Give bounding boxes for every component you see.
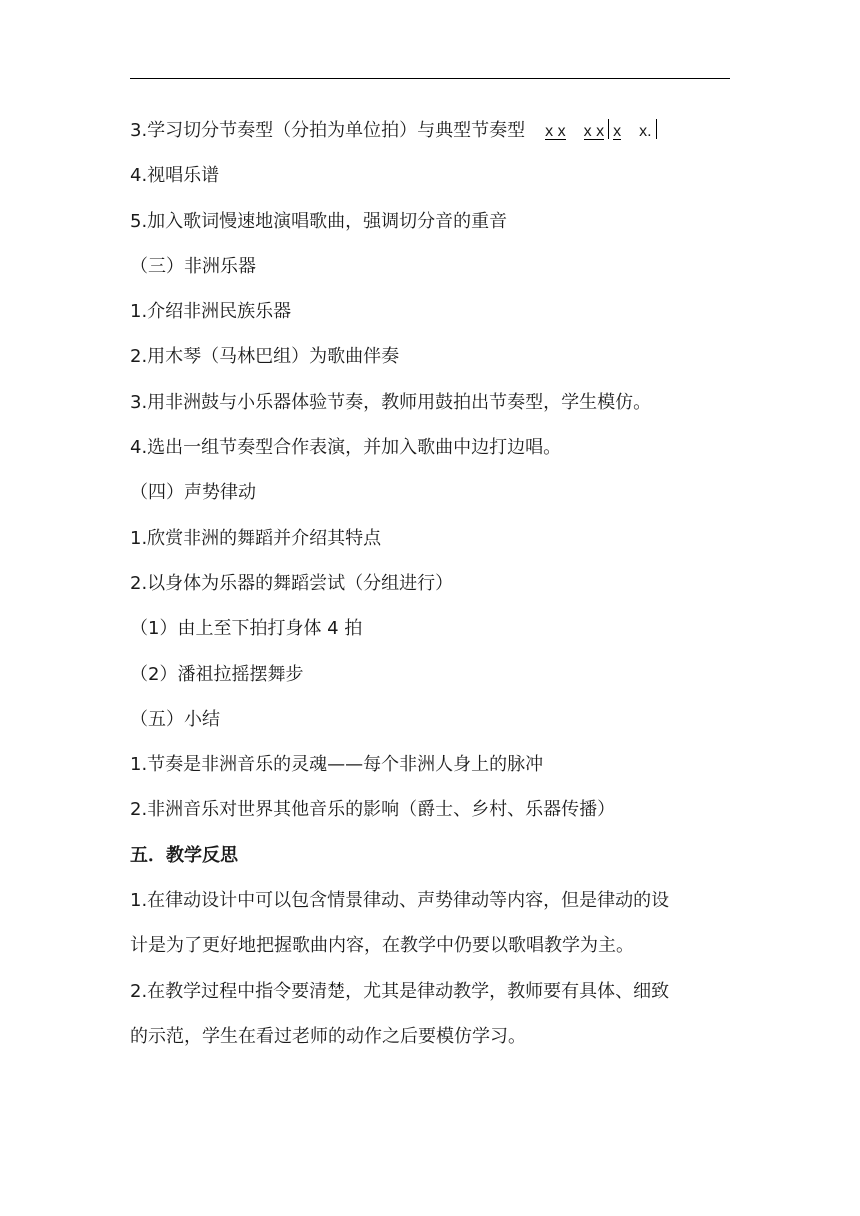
rhythm-group-2: x x bbox=[583, 123, 605, 140]
heading-teaching-reflection: 五．教学反思 bbox=[130, 844, 238, 866]
rhythm-group-3: x bbox=[613, 123, 622, 140]
reflection-2-line-1: 2.在教学过程中指令要清楚，尤其是律动教学，教师要有具体、细致 bbox=[130, 980, 670, 1002]
item-group-performance: 4.选出一组节奏型合作表演，并加入歌曲中边打边唱。 bbox=[130, 437, 562, 459]
bar-line bbox=[656, 119, 657, 139]
item-dance-appreciation: 1.欣赏非洲的舞蹈并介绍其特点 bbox=[130, 527, 382, 549]
item-intro-instruments: 1.介绍非洲民族乐器 bbox=[130, 301, 292, 323]
rhythm-notation bbox=[545, 108, 660, 154]
item-rhythm-soul: 1.节奏是非洲音乐的灵魂——每个非洲人身上的脉冲 bbox=[130, 754, 544, 776]
sub-item-body-tapping: （1）由上至下拍打身体 4 拍 bbox=[130, 618, 363, 640]
item-sight-singing: 4.视唱乐谱 bbox=[130, 165, 220, 187]
section-body-percussion: （四）声势律动 bbox=[130, 482, 256, 504]
item-rhythm-study bbox=[130, 108, 730, 153]
item-slow-singing: 5.加入歌词慢速地演唱歌曲，强调切分音的重音 bbox=[130, 210, 508, 232]
item-drum-experience: 3.用非洲鼓与小乐器体验节奏，教师用鼓拍出节奏型，学生模仿。 bbox=[130, 391, 652, 413]
bar-line bbox=[608, 119, 609, 139]
section-african-instruments: （三）非洲乐器 bbox=[130, 255, 256, 277]
section-summary: （五）小结 bbox=[130, 708, 220, 730]
item-world-influence: 2.非洲音乐对世界其他音乐的影响（爵士、乡村、乐器传播） bbox=[130, 799, 616, 821]
reflection-2-line-2: 的示范，学生在看过老师的动作之后要模仿学习。 bbox=[130, 1025, 526, 1047]
item-rhythm-study-text: 3.学习切分节奏型（分拍为单位拍）与典型节奏型 bbox=[130, 120, 526, 141]
reflection-1-line-2: 计是为了更好地把握歌曲内容，在教学中仍要以歌唱教学为主。 bbox=[130, 935, 634, 957]
document-body bbox=[130, 108, 730, 1059]
rhythm-group-1: x x bbox=[545, 123, 566, 140]
header-rule bbox=[130, 78, 730, 79]
item-marimba-accompaniment: 2.用木琴（马林巴组）为歌曲伴奏 bbox=[130, 346, 400, 368]
rhythm-group-4: x. bbox=[639, 123, 652, 140]
sub-item-pantsula-step: （2）潘祖拉摇摆舞步 bbox=[130, 663, 304, 685]
reflection-1-line-1: 1.在律动设计中可以包含情景律动、声势律动等内容，但是律动的设 bbox=[130, 890, 670, 912]
item-body-instrument-dance: 2.以身体为乐器的舞蹈尝试（分组进行） bbox=[130, 572, 454, 594]
